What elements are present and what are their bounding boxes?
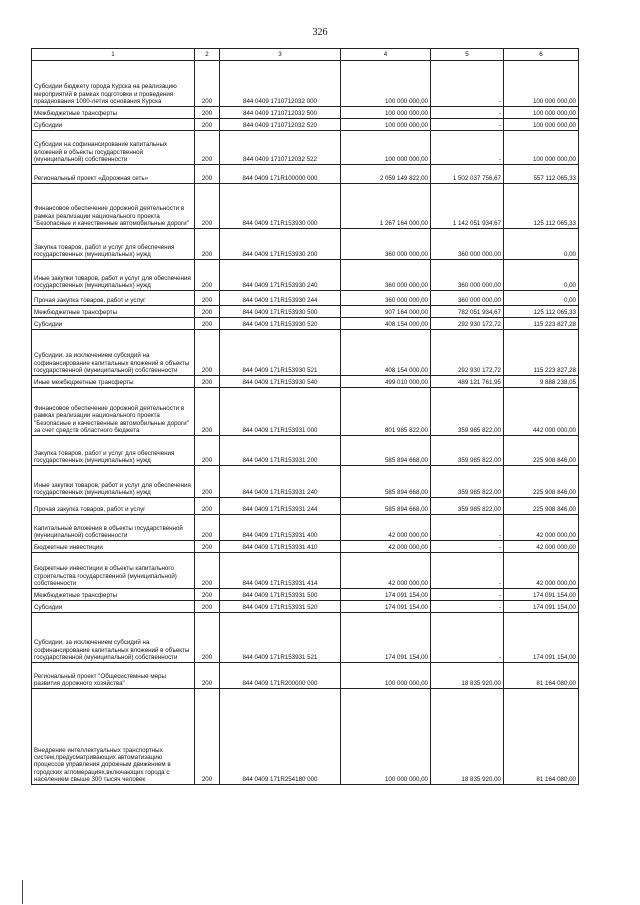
row-code-cell: 844 0409 171R153931 500 [220,589,341,601]
table-row [32,330,579,376]
row-grbs-cell: 200 [195,61,220,107]
row-grbs-cell: 200 [195,229,220,260]
row-remaining-amount-cell: 225 908 846,00 [504,466,579,498]
row-grbs-cell: 200 [195,663,220,689]
row-executed-amount-cell: - [431,589,504,601]
row-grbs-cell: 200 [195,165,220,184]
row-executed-amount-cell: 359 985 822,00 [431,498,504,515]
table-row [32,553,579,589]
row-approved-amount-cell: 174 091 154,00 [341,601,431,613]
row-name-cell: Финансовое обеспечение дорожной деятельности в рамках реализации национального проекта "Безопасные и качественные автомобильные дороги" [32,184,195,229]
row-approved-amount-cell: 42 000 000,00 [341,541,431,553]
row-grbs-cell: 200 [195,119,220,131]
row-remaining-amount-cell: 0,00 [504,260,579,291]
row-code-cell: 844 0409 171R100000 000 [220,165,341,184]
row-name-cell: Иные закупки товаров, работ и услуг для обеспечения государственных (муниципальных) нужд [32,260,195,291]
row-grbs-cell: 200 [195,260,220,291]
row-name-cell: Иные закупки товаров, работ и услуг для обеспечения государственных (муниципальных) нужд [32,466,195,498]
row-executed-amount-cell: 360 000 000,00 [431,229,504,260]
row-name-cell: Субсидии на софинансирование капитальных вложений в объекты государственной (муниципальной) собственности [32,131,195,165]
row-grbs-cell: 200 [195,436,220,466]
row-remaining-amount-cell: 9 888 238,05 [504,376,579,388]
row-name-cell: Бюджетные инвестиции в объекты капитального строительства государственной (муниципальной) собственности [32,553,195,589]
row-grbs-cell: 200 [195,306,220,318]
row-executed-amount-cell: 18 835 920,00 [431,663,504,689]
row-name-cell: Капитальные вложения в объекты государственной (муниципальной) собственности [32,515,195,541]
row-code-cell: 844 0409 171R153930 520 [220,318,341,330]
row-code-cell: 844 0409 171R153931 240 [220,466,341,498]
row-remaining-amount-cell: 81 164 080,00 [504,689,579,785]
row-grbs-cell: 200 [195,318,220,330]
table-row [32,689,579,785]
row-name-cell: Межбюджетные трансферты [32,589,195,601]
table-row [32,466,579,498]
row-executed-amount-cell: - [431,553,504,589]
row-remaining-amount-cell: 42 000 000,00 [504,553,579,589]
row-remaining-amount-cell: 125 112 065,33 [504,306,579,318]
row-name-cell: Прочая закупка товаров, работ и услуг [32,498,195,515]
row-grbs-cell: 200 [195,131,220,165]
page-number: 326 [312,27,328,38]
row-code-cell: 844 0409 171R153931 414 [220,553,341,589]
table-row [32,229,579,260]
table-row [32,306,579,318]
row-remaining-amount-cell: 115 223 827,28 [504,318,579,330]
row-remaining-amount-cell: 442 000 000,00 [504,388,579,436]
row-code-cell: 844 0409 171R153930 500 [220,306,341,318]
row-approved-amount-cell: 42 000 000,00 [341,515,431,541]
row-remaining-amount-cell: 100 000 000,00 [504,61,579,107]
row-executed-amount-cell: - [431,131,504,165]
row-code-cell: 844 0409 171R153931 520 [220,601,341,613]
table-row [32,541,579,553]
row-executed-amount-cell: 292 930 172,72 [431,330,504,376]
row-remaining-amount-cell: 100 000 000,00 [504,107,579,119]
row-grbs-cell: 200 [195,388,220,436]
row-remaining-amount-cell: 225 908 846,00 [504,498,579,515]
row-code-cell: 844 0409 171R153930 244 [220,291,341,306]
row-code-cell: 844 0409 171R153931 410 [220,541,341,553]
row-approved-amount-cell: 360 000 000,00 [341,291,431,306]
scan-edge-line [22,880,23,904]
row-remaining-amount-cell: 174 091 154,00 [504,613,579,663]
row-grbs-cell: 200 [195,689,220,785]
row-approved-amount-cell: 2 059 149 822,00 [341,165,431,184]
row-approved-amount-cell: 801 985 822,00 [341,388,431,436]
header-cell: 3 [220,49,341,61]
table-row [32,61,579,107]
row-grbs-cell: 200 [195,589,220,601]
table-row [32,260,579,291]
row-remaining-amount-cell: 100 000 000,00 [504,131,579,165]
row-grbs-cell: 200 [195,107,220,119]
row-remaining-amount-cell: 174 091 154,00 [504,589,579,601]
row-executed-amount-cell: 1 502 037 756,67 [431,165,504,184]
row-name-cell: Прочая закупка товаров, работ и услуг [32,291,195,306]
row-code-cell: 844 0409 1710712032 520 [220,119,341,131]
row-grbs-cell: 200 [195,376,220,388]
row-remaining-amount-cell: 125 112 065,33 [504,184,579,229]
row-grbs-cell: 200 [195,541,220,553]
row-approved-amount-cell: 585 894 668,00 [341,498,431,515]
row-executed-amount-cell: - [431,515,504,541]
row-approved-amount-cell: 907 164 000,00 [341,306,431,318]
row-approved-amount-cell: 174 091 154,00 [341,589,431,601]
table-header-row [32,49,579,61]
row-approved-amount-cell: 585 894 668,00 [341,466,431,498]
row-remaining-amount-cell: 0,00 [504,229,579,260]
row-executed-amount-cell: 18 835 920,00 [431,689,504,785]
header-cell: 1 [32,49,195,61]
row-executed-amount-cell: - [431,613,504,663]
row-remaining-amount-cell: 174 091 154,00 [504,601,579,613]
table-row [32,119,579,131]
row-approved-amount-cell: 100 000 000,00 [341,61,431,107]
row-name-cell: Внедрение интеллектуальных транспортных систем,предусматривающих автоматизацию процессов управления дорожным движением в городских агломерациях,включающих города с населением свыше 300 тысяч человек [32,689,195,785]
row-code-cell: 844 0409 171R153931 244 [220,498,341,515]
row-executed-amount-cell: 1 142 051 934,67 [431,184,504,229]
row-approved-amount-cell: 1 267 164 000,00 [341,184,431,229]
row-executed-amount-cell: - [431,107,504,119]
row-code-cell: 844 0409 171R153930 240 [220,260,341,291]
header-cell: 5 [431,49,504,61]
row-name-cell: Региональный проект "Общесистемные меры развития дорожного хозяйства" [32,663,195,689]
row-approved-amount-cell: 42 000 000,00 [341,553,431,589]
row-code-cell: 844 0409 171R153931 200 [220,436,341,466]
row-name-cell: Субсидии [32,318,195,330]
row-executed-amount-cell: - [431,119,504,131]
table-row [32,107,579,119]
row-approved-amount-cell: 499 010 000,00 [341,376,431,388]
row-code-cell: 844 0409 171R153930 521 [220,330,341,376]
row-grbs-cell: 200 [195,466,220,498]
table-row [32,376,579,388]
table-row [32,663,579,689]
table-row [32,498,579,515]
header-cell: 4 [341,49,431,61]
row-name-cell: Субсидии [32,601,195,613]
row-approved-amount-cell: 100 000 000,00 [341,119,431,131]
row-remaining-amount-cell: 81 164 080,00 [504,663,579,689]
row-name-cell: Межбюджетные трансферты [32,306,195,318]
row-name-cell: Межбюджетные трансферты [32,107,195,119]
row-executed-amount-cell: - [431,541,504,553]
row-grbs-cell: 200 [195,498,220,515]
row-executed-amount-cell: 359 985 822,00 [431,388,504,436]
row-name-cell: Закупка товаров, работ и услуг для обеспечения государственных (муниципальных) нужд [32,229,195,260]
row-code-cell: 844 0409 171R153930 000 [220,184,341,229]
row-grbs-cell: 200 [195,601,220,613]
table-row [32,613,579,663]
row-approved-amount-cell: 100 000 000,00 [341,663,431,689]
table-row [32,601,579,613]
row-approved-amount-cell: 174 091 154,00 [341,613,431,663]
row-name-cell: Субсидии бюджету города Курска на реализацию мероприятий в рамках подготовки и проведения празднования 1000-летия основания Курска [32,61,195,107]
row-remaining-amount-cell: 100 000 000,00 [504,119,579,131]
table-row [32,184,579,229]
table-row [32,318,579,330]
table-row [32,515,579,541]
table-row [32,589,579,601]
table-row [32,131,579,165]
row-name-cell: Субсидии, за исключением субсидий на софинансирование капитальных вложений в объекты государственной (муниципальной) собственности [32,330,195,376]
row-grbs-cell: 200 [195,613,220,663]
row-approved-amount-cell: 100 000 000,00 [341,131,431,165]
row-code-cell: 844 0409 171R153931 400 [220,515,341,541]
row-executed-amount-cell: 359 985 822,00 [431,436,504,466]
row-name-cell: Иные межбюджетные трансферты [32,376,195,388]
row-executed-amount-cell: 782 051 934,67 [431,306,504,318]
header-cell: 2 [195,49,220,61]
row-approved-amount-cell: 585 894 668,00 [341,436,431,466]
row-code-cell: 844 0409 1710712032 000 [220,61,341,107]
row-name-cell: Региональный проект «Дорожная сеть» [32,165,195,184]
row-name-cell: Закупка товаров, работ и услуг для обеспечения государственных (муниципальных) нужд [32,436,195,466]
row-code-cell: 844 0409 1710712032 522 [220,131,341,165]
header-cell: 6 [504,49,579,61]
row-grbs-cell: 200 [195,553,220,589]
row-executed-amount-cell: 360 000 000,00 [431,291,504,306]
row-executed-amount-cell: 292 930 172,72 [431,318,504,330]
row-approved-amount-cell: 100 000 000,00 [341,107,431,119]
row-approved-amount-cell: 408 154 000,00 [341,330,431,376]
row-name-cell: Субсидии [32,119,195,131]
row-remaining-amount-cell: 225 908 846,00 [504,436,579,466]
table-row [32,165,579,184]
row-code-cell: 844 0409 171R153930 540 [220,376,341,388]
row-executed-amount-cell: 360 000 000,00 [431,260,504,291]
row-code-cell: 844 0409 171R254180 000 [220,689,341,785]
table-row [32,388,579,436]
row-remaining-amount-cell: 42 000 000,00 [504,515,579,541]
budget-table [31,48,579,785]
row-name-cell: Бюджетные инвестиции [32,541,195,553]
row-remaining-amount-cell: 115 223 827,28 [504,330,579,376]
row-approved-amount-cell: 100 000 000,00 [341,689,431,785]
row-code-cell: 844 0409 171R200000 000 [220,663,341,689]
row-grbs-cell: 200 [195,184,220,229]
row-grbs-cell: 200 [195,515,220,541]
row-code-cell: 844 0409 171R153931 521 [220,613,341,663]
row-executed-amount-cell: - [431,601,504,613]
row-code-cell: 844 0409 171R153931 000 [220,388,341,436]
row-remaining-amount-cell: 42 000 000,00 [504,541,579,553]
row-name-cell: Субсидии, за исключением субсидий на софинансирование капитальных вложений в объекты государственной (муниципальной) собственности [32,613,195,663]
row-executed-amount-cell: 359 985 822,00 [431,466,504,498]
row-executed-amount-cell: 489 121 761,95 [431,376,504,388]
row-approved-amount-cell: 360 000 000,00 [341,229,431,260]
row-remaining-amount-cell: 0,00 [504,291,579,306]
table-row [32,291,579,306]
table-row [32,436,579,466]
row-code-cell: 844 0409 171R153930 200 [220,229,341,260]
row-code-cell: 844 0409 1710712032 500 [220,107,341,119]
row-remaining-amount-cell: 557 112 065,33 [504,165,579,184]
row-approved-amount-cell: 360 000 000,00 [341,260,431,291]
row-grbs-cell: 200 [195,291,220,306]
row-grbs-cell: 200 [195,330,220,376]
row-approved-amount-cell: 408 154 000,00 [341,318,431,330]
row-executed-amount-cell: - [431,61,504,107]
row-name-cell: Финансовое обеспечение дорожной деятельности в рамках реализации национального проекта "Безопасные и качественные автомобильные дороги" за счет средств областного бюджета [32,388,195,436]
